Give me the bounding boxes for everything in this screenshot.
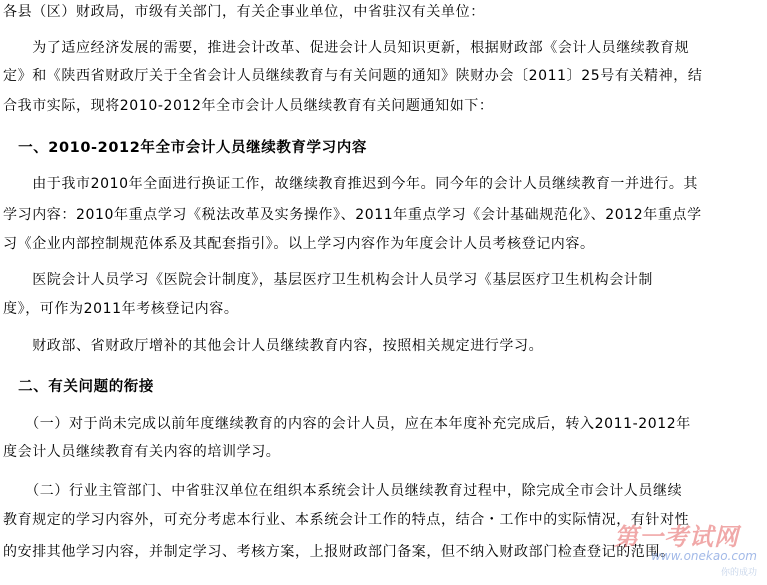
section1-line-2: 学习内容：2010年重点学习《税法改革及实务操作》、2011年重点学习《会计基础规范化》、2012年重点学 <box>3 207 702 223</box>
section1-line-3: 习《企业内部控制规范体系及其配套指引》。以上学习内容作为年度会计人员考核登记内容。 <box>3 236 595 252</box>
watermark-slogan: 你的成功 <box>720 568 757 578</box>
section1-heading: 一、2010-2012年全市会计人员继续教育学习内容 <box>3 140 367 156</box>
section1-line-6: 财政部、省财政厅增补的其他会计人员继续教育内容，按照相关规定进行学习。 <box>3 338 544 354</box>
intro-line-2: 定》和《陕西省财政厅关于全省会计人员继续教育与有关问题的通知》陕财办会〔2011〕25号有关精神，结 <box>3 68 703 84</box>
section2-line-3: （二）行业主管部门、中省驻汉单位在组织本系统会计人员继续教育过程中，除完成全市会计人员继续 <box>3 483 683 499</box>
section2-line-1: （一）对于尚未完成以前年度继续教育的内容的会计人员，应在本年度补充完成后，转入2011-2012年 <box>3 416 691 432</box>
watermark-title: 第一考试网 <box>614 523 739 551</box>
section2-line-4: 教育规定的学习内容外，可充分考虑本行业、本系统会计工作的特点，结合・工作中的实际情况，有针对性 <box>3 512 690 528</box>
intro-line-3: 合我市实际，现将2010-2012年全市会计人员继续教育有关问题通知如下： <box>3 98 494 114</box>
intro-line-1: 为了适应经济发展的需要，推进会计改革、促进会计人员知识更新，根据财政部《会计人员继续教育规 <box>3 40 690 56</box>
section1-line-5: 度》，可作为2011年考核登记内容。 <box>3 301 239 317</box>
section2-heading: 二、有关问题的衔接 <box>3 379 154 395</box>
section2-line-5: 的安排其他学习内容，并制定学习、考核方案，上报财政部门备案，但不纳入财政部门检查登记的范围。 <box>3 544 675 560</box>
section2-line-2: 度会计人员继续教育有关内容的培训学习。 <box>3 444 281 460</box>
addressee-line: 各县（区）财政局，市级有关部门，有关企事业单位，中省驻汉有关单位： <box>3 4 485 20</box>
section1-line-4: 医院会计人员学习《医院会计制度》，基层医疗卫生机构会计人员学习《基层医疗卫生机构会计制 <box>3 272 653 288</box>
watermark-url: www.onekao.com <box>651 549 757 563</box>
section1-line-1: 由于我市2010年全面进行换证工作，故继续教育推迟到今年。同今年的会计人员继续教育一并进行。其 <box>3 176 699 192</box>
